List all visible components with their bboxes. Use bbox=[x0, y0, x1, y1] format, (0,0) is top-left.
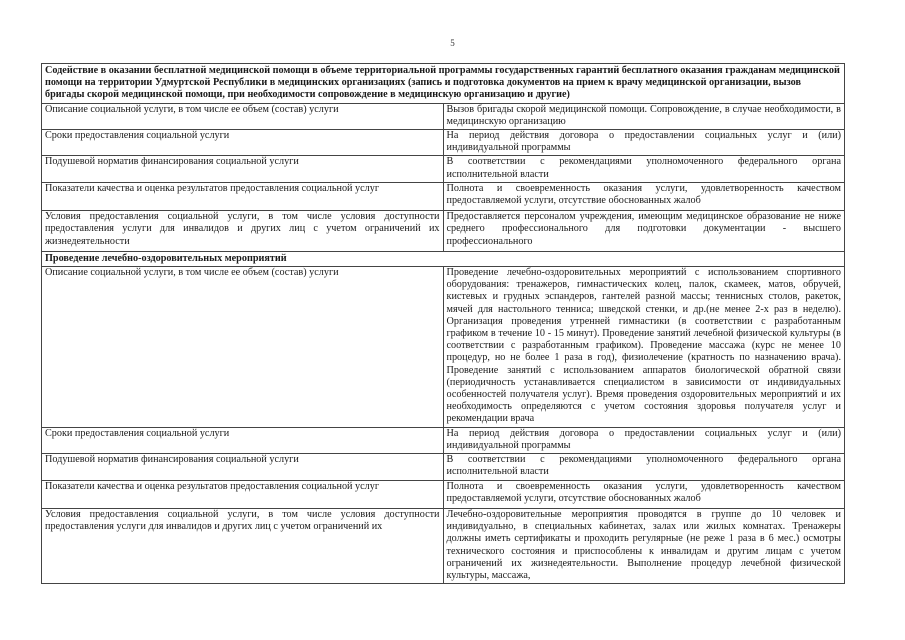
services-table bbox=[41, 63, 845, 584]
section-header-row bbox=[42, 251, 845, 266]
table-row bbox=[42, 427, 845, 453]
table-row bbox=[42, 156, 845, 182]
row-label: Показатели качества и оценка результатов предоставления социальной услуг bbox=[42, 480, 444, 508]
table-row bbox=[42, 508, 845, 583]
row-value: Вызов бригады скорой медицинской помощи. Сопровождение, в случае необходимости, в медицинскую организацию bbox=[443, 103, 845, 129]
row-value: Полнота и своевременность оказания услуги, удовлетворенность качеством предоставляемой услуги, отсутствие обоснованных жалоб bbox=[443, 480, 845, 508]
row-value: Лечебно-оздоровительные мероприятия проводятся в группе до 10 человек и индивидуально, в специальных кабинетах, залах или жилых комнатах. Тренажеры должны иметь сертификаты и проходить регулярные (не реже 1 раза в 6 мес.) осмотры технического состояния и приспособлены к инвалидам и другим лицам с учетом ограничений их жизнедеятельности. Выполнение процедур лечебной физической культуры, массажа, bbox=[443, 508, 845, 583]
table-row bbox=[42, 211, 845, 252]
row-value: Проведение лечебно-оздоровительных мероприятий с использованием спортивного оборудования: тренажеров, гимнастических колец, палок, скамеек, матов, обручей, кистевых и грудных эспандеров, гантелей разной массы; теннисных столов, ракеток, мячей для настольного тенниса; шведской стенки, и др.(не менее 2-х раз в неделю). Организация проведения утренней гимнастики (в соответствии с разработанным графиком в течение 10 - 15 минут). Проведение занятий лечебной физической культуры (в соответствии с разработанным графиком). Проведение массажа (курс не менее 10 процедур, но не более 1 раза в год), физиолечение (кратность по назначению врача). Проведение занятий с использованием аппаратов биологической обратной связи (периодичность устанавливается специалистом в зависимости от индивидуальных особенностей получателя услуг). Время проведения оздоровительных мероприятий и их необходимость определяются с учетом состояния здоровья получателя услуг и рекомендации врача bbox=[443, 267, 845, 428]
table-row bbox=[42, 103, 845, 129]
table-row bbox=[42, 454, 845, 480]
section-title: Содействие в оказании бесплатной медицинской помощи в объеме территориальной программы государственных гарантий бесплатного оказания гражданам медицинской помощи на территории Удмуртской Республики в медицинских организациях (запись и подготовка документов на прием к врачу медицинской организации, вызов бригады скорой медицинской помощи, при необходимости сопровождение в медицинскую организацию и другие) bbox=[42, 64, 845, 104]
row-value: В соответствии с рекомендациями уполномоченного федерального органа исполнительной власти bbox=[443, 454, 845, 480]
row-label: Показатели качества и оценка результатов предоставления социальной услуг bbox=[42, 182, 444, 210]
row-label: Подушевой норматив финансирования социальной услуги bbox=[42, 156, 444, 182]
row-value: В соответствии с рекомендациями уполномоченного федерального органа исполнительной власти bbox=[443, 156, 845, 182]
row-value: На период действия договора о предоставлении социальных услуг и (или) индивидуальной программы bbox=[443, 130, 845, 156]
row-value: Предоставляется персоналом учреждения, имеющим медицинское образование не ниже среднего профессионального для подготовки документации - высшего профессионального bbox=[443, 211, 845, 252]
row-label: Сроки предоставления социальной услуги bbox=[42, 130, 444, 156]
row-value: На период действия договора о предоставлении социальных услуг и (или) индивидуальной программы bbox=[443, 427, 845, 453]
table-row bbox=[42, 182, 845, 210]
page-number: 5 bbox=[450, 38, 455, 48]
row-label: Подушевой норматив финансирования социальной услуги bbox=[42, 454, 444, 480]
section-header-row bbox=[42, 64, 845, 104]
section-title: Проведение лечебно-оздоровительных мероприятий bbox=[42, 251, 845, 266]
table-row bbox=[42, 267, 845, 428]
row-value: Полнота и своевременность оказания услуги, удовлетворенность качеством предоставляемой услуги, отсутствие обоснованных жалоб bbox=[443, 182, 845, 210]
table-row bbox=[42, 130, 845, 156]
row-label: Описание социальной услуги, в том числе ее объем (состав) услуги bbox=[42, 103, 444, 129]
row-label: Условия предоставления социальной услуги, в том числе условия доступности предоставления услуги для инвалидов и других лиц с учетом ограничений их bbox=[42, 508, 444, 583]
table-row bbox=[42, 480, 845, 508]
row-label: Условия предоставления социальной услуги, в том числе условия доступности предоставления услуги для инвалидов и других лиц с учетом ограничений их жизнедеятельности bbox=[42, 211, 444, 252]
row-label: Описание социальной услуги, в том числе ее объем (состав) услуги bbox=[42, 267, 444, 428]
row-label: Сроки предоставления социальной услуги bbox=[42, 427, 444, 453]
